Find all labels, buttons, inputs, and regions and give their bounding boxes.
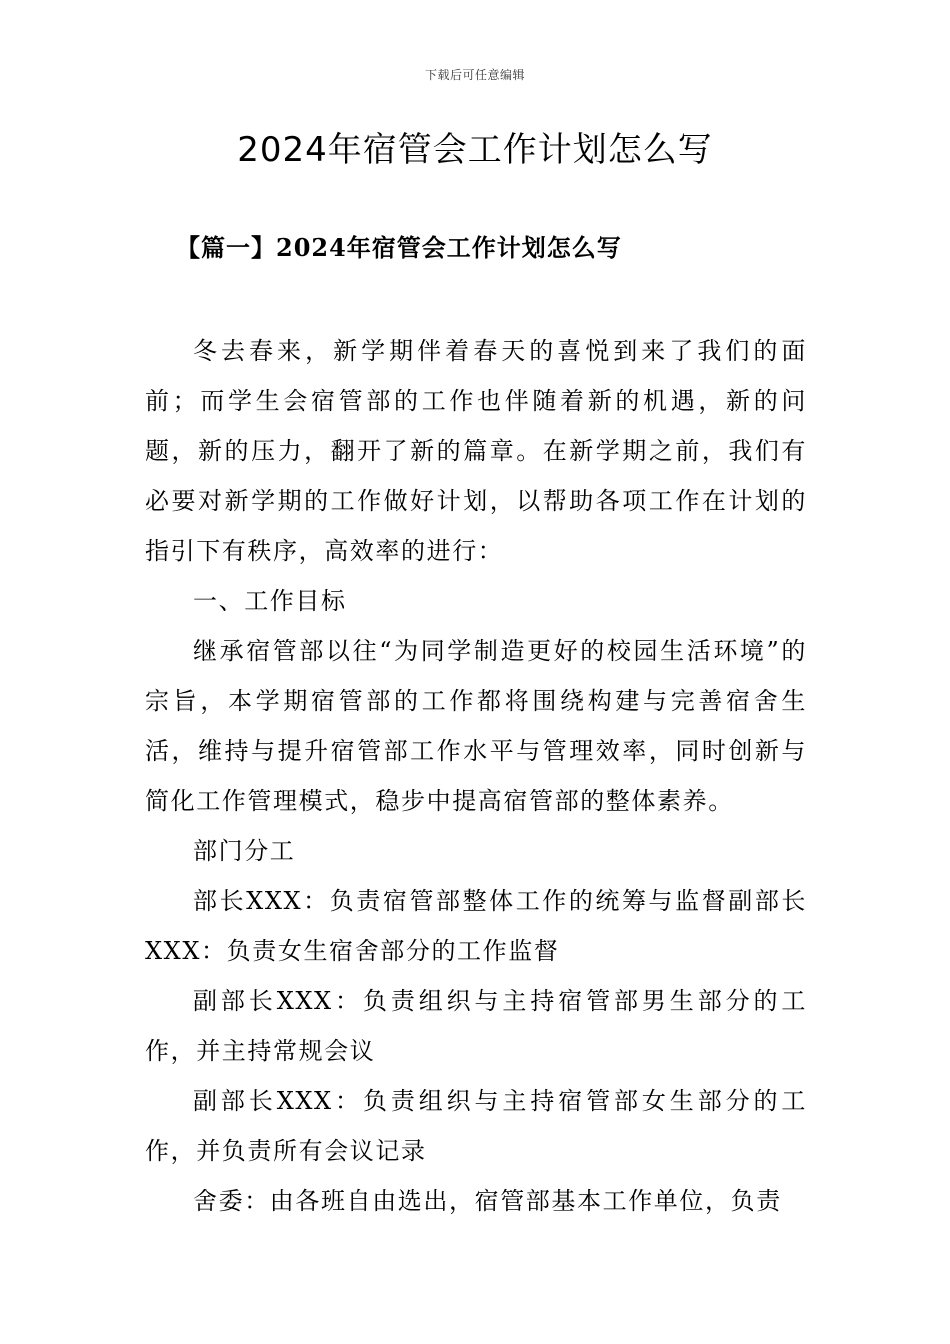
heading-division: 部门分工	[193, 837, 296, 865]
section-title: 【篇一】2024年宿管会工作计划怎么写	[176, 233, 622, 262]
heading-work-goals: 一、工作目标	[193, 587, 347, 615]
document-title: 2024年宿管会工作计划怎么写	[237, 130, 713, 170]
paragraph-vice-minister-male: 副部长XXX：负责组织与主持宿管部男生部分的工作，并主持常规会议	[145, 987, 807, 1065]
paragraph-vice-minister-female: 副部长XXX：负责组织与主持宿管部女生部分的工作，并负责所有会议记录	[145, 1087, 807, 1165]
paragraph-minister: 部长XXX：负责宿管部整体工作的统筹与监督副部长XXX：负责女生宿舍部分的工作监督	[145, 887, 807, 965]
paragraph-goals: 继承宿管部以往“为同学制造更好的校园生活环境”的宗旨，本学期宿管部的工作都将围绕构建与完善宿舍生活，维持与提升宿管部工作水平与管理效率，同时创新与简化工作管理模式，稳步中提高宿管部的整体素养。	[145, 637, 807, 815]
document-body	[145, 326, 807, 1226]
header-note: 下载后可任意编辑	[424, 68, 525, 82]
paragraph-dorm-committee: 舍委：由各班自由选出，宿管部基本工作单位，负责	[193, 1187, 782, 1215]
paragraph-intro: 冬去春来，新学期伴着春天的喜悦到来了我们的面前；而学生会宿管部的工作也伴随着新的机遇，新的问题，新的压力，翻开了新的篇章。在新学期之前，我们有必要对新学期的工作做好计划，以帮助各项工作在计划的指引下有秩序，高效率的进行：	[145, 337, 807, 565]
